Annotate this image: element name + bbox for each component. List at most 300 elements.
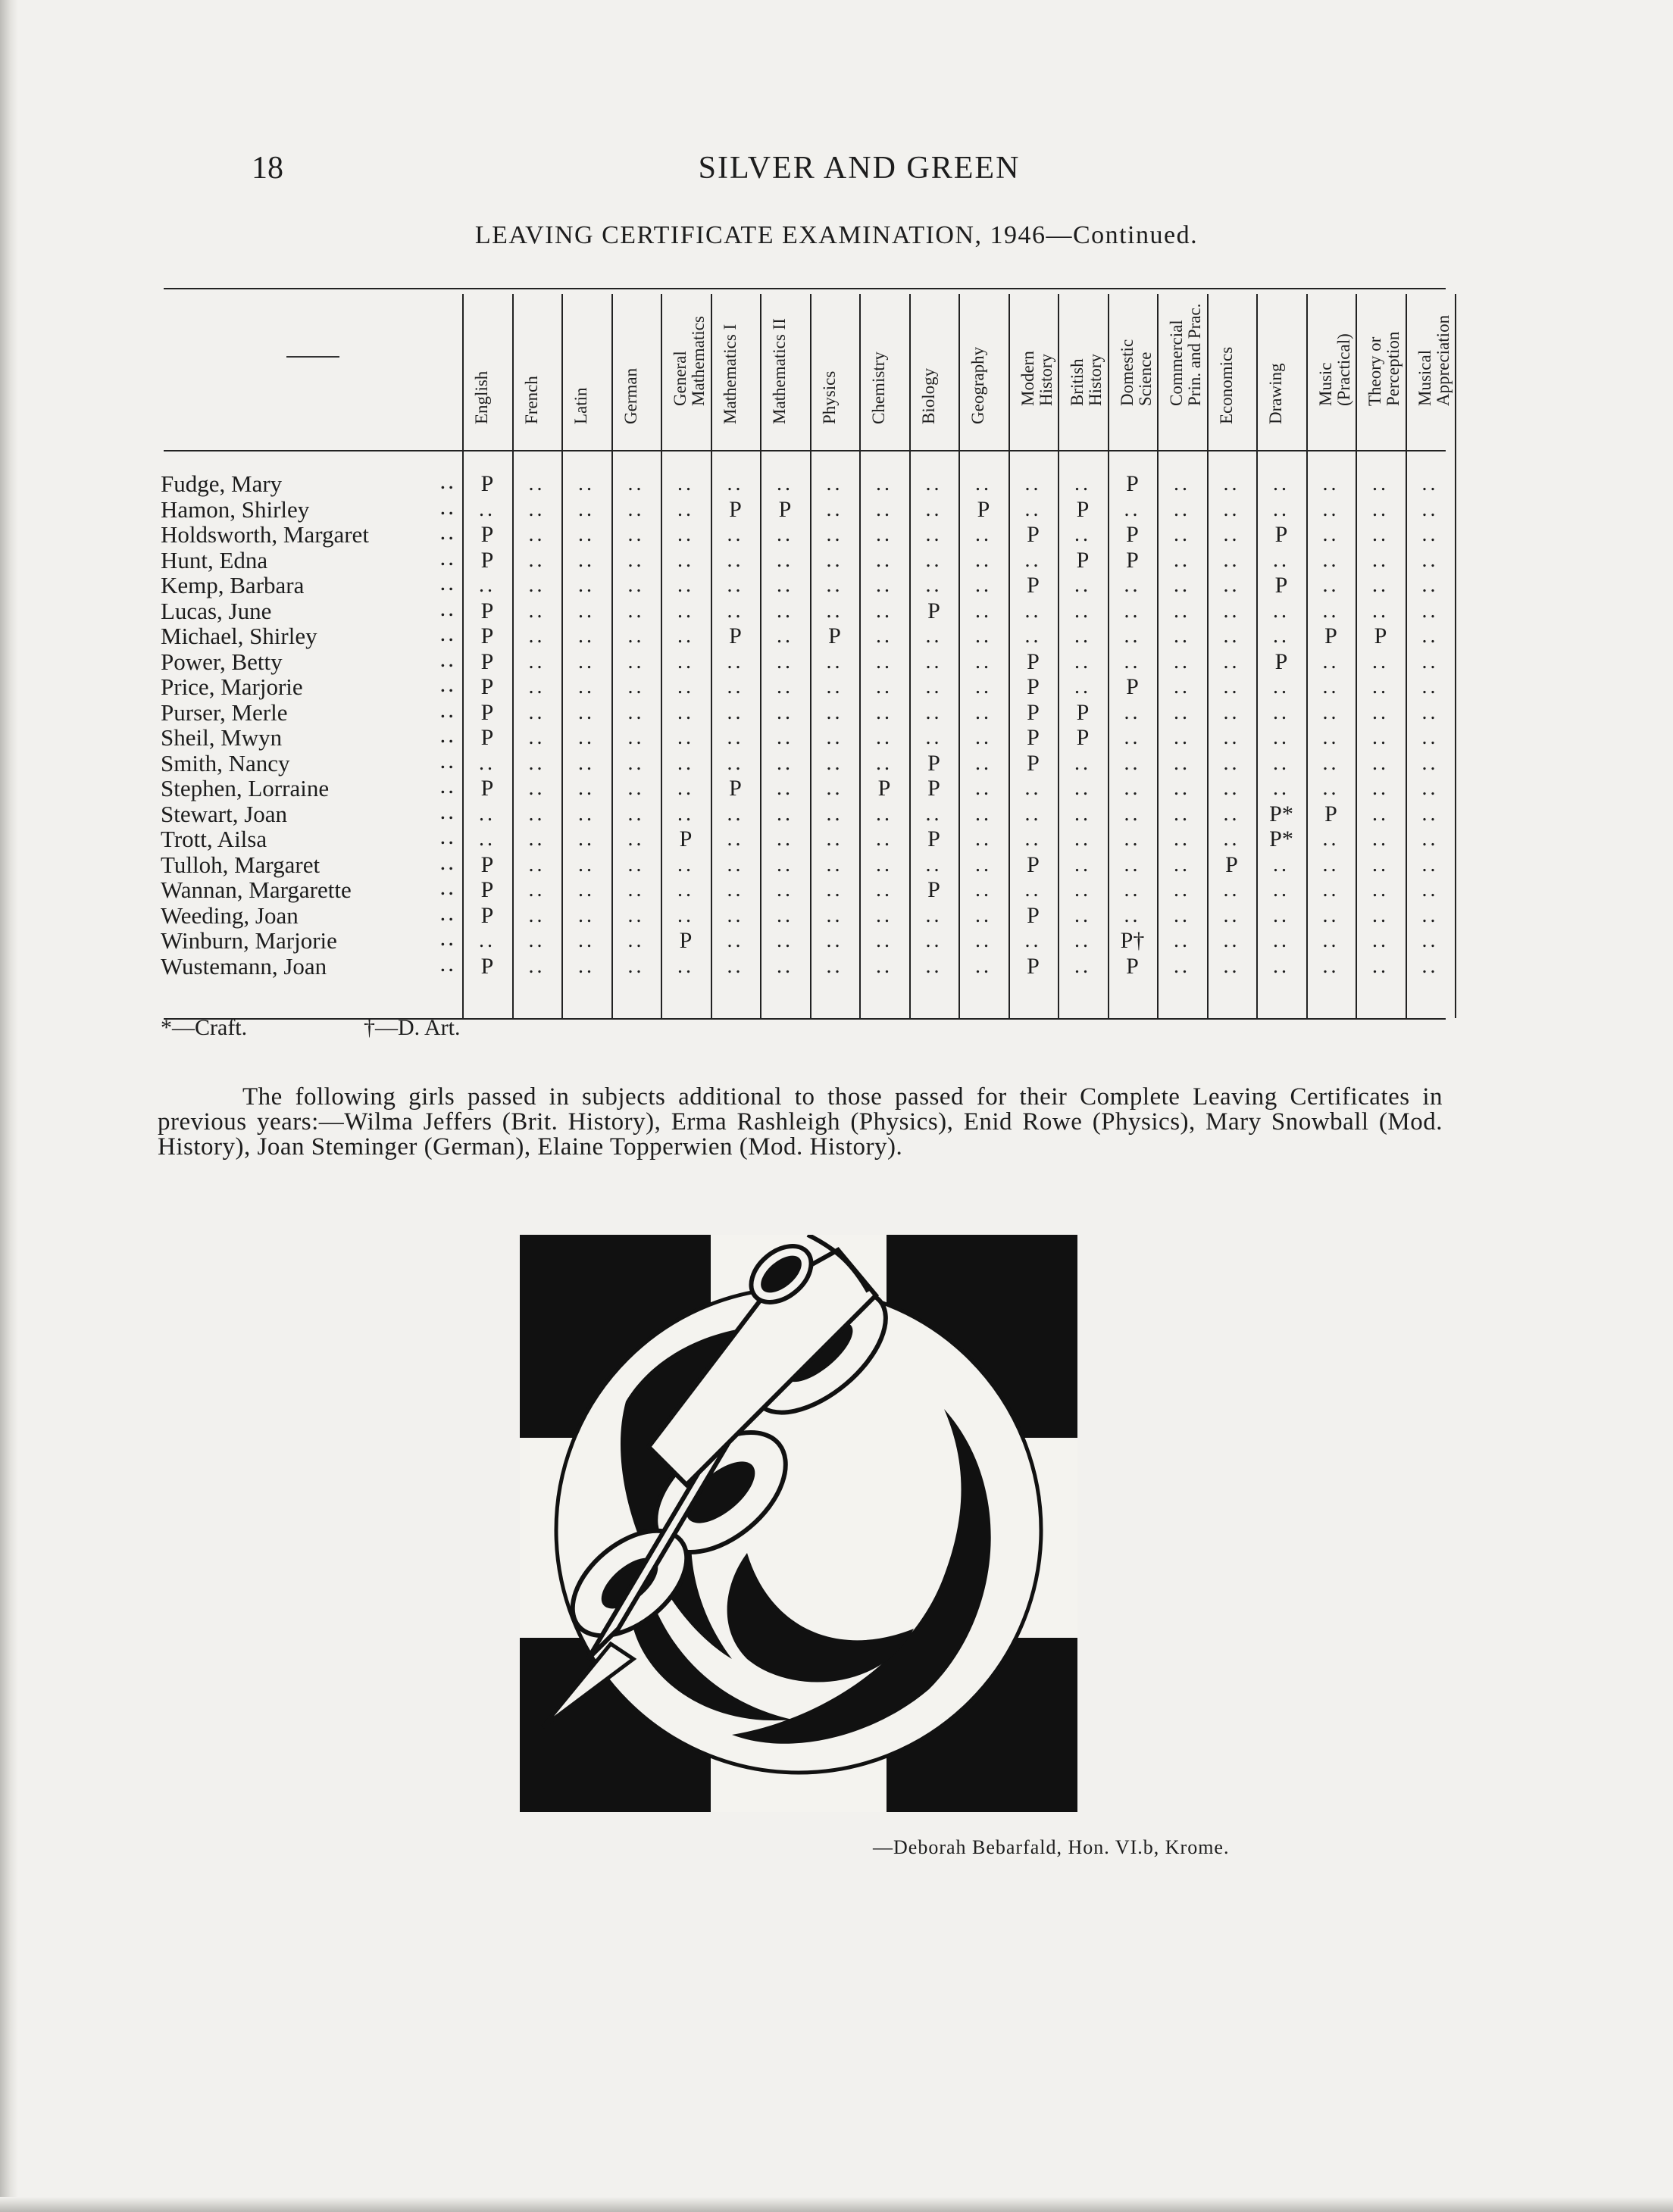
empty-cell: .. xyxy=(677,548,694,572)
pass-mark: P xyxy=(778,496,792,522)
empty-cell: .. xyxy=(777,598,793,623)
pass-mark: P xyxy=(480,725,494,750)
student-name: Kemp, Barbara xyxy=(161,572,305,598)
empty-cell: .. xyxy=(1322,726,1340,749)
empty-cell: .. xyxy=(925,801,943,826)
empty-cell: .. xyxy=(1124,827,1141,851)
student-name: Wannan, Margarette xyxy=(161,876,352,903)
empty-cell: .. xyxy=(528,903,546,927)
empty-cell: .. xyxy=(528,776,546,800)
empty-cell: .. xyxy=(627,751,645,775)
empty-cell: .. xyxy=(578,675,595,698)
empty-cell: .. xyxy=(578,548,595,572)
empty-cell: .. xyxy=(727,523,744,546)
column-divider xyxy=(1058,294,1059,1018)
column-divider xyxy=(859,294,861,1018)
empty-cell: .. xyxy=(627,675,645,698)
empty-cell: .. xyxy=(677,954,694,978)
empty-cell: .. xyxy=(1074,929,1091,952)
empty-cell: .. xyxy=(925,852,943,876)
student-name: Hamon, Shirley xyxy=(161,495,310,523)
empty-cell: .. xyxy=(1273,675,1290,698)
empty-cell: .. xyxy=(1024,497,1042,521)
empty-cell: .. xyxy=(1223,801,1240,826)
pass-mark: P xyxy=(1027,573,1040,598)
empty-cell: .. xyxy=(1024,624,1042,648)
empty-cell: .. xyxy=(876,598,893,623)
pass-mark: P xyxy=(927,750,940,776)
pass-mark: P xyxy=(729,623,742,648)
empty-cell: .. xyxy=(826,929,843,952)
leader-dots: .. xyxy=(439,670,456,697)
pass-mark: P xyxy=(1027,674,1040,699)
column-divider xyxy=(1207,294,1209,1018)
empty-cell: .. xyxy=(1074,878,1091,901)
student-name: Lucas, June xyxy=(161,597,272,624)
empty-cell: .. xyxy=(876,903,893,927)
empty-cell: .. xyxy=(925,472,943,495)
pass-mark: P xyxy=(1225,851,1238,877)
pass-mark: P xyxy=(1076,699,1090,725)
empty-cell: .. xyxy=(1421,751,1439,775)
empty-cell: .. xyxy=(826,472,843,495)
empty-cell: .. xyxy=(727,929,744,952)
empty-cell: .. xyxy=(1124,497,1141,521)
empty-cell: .. xyxy=(876,726,893,749)
pass-mark: P xyxy=(1027,648,1040,674)
empty-cell: .. xyxy=(677,878,694,901)
pass-mark: P xyxy=(1126,674,1139,699)
empty-cell: .. xyxy=(578,827,595,851)
table-row xyxy=(161,823,456,852)
empty-cell: .. xyxy=(578,801,595,826)
table-row xyxy=(161,746,456,776)
empty-cell: .. xyxy=(1421,827,1439,851)
empty-cell: .. xyxy=(677,726,694,749)
table-row xyxy=(161,848,456,878)
empty-cell: .. xyxy=(627,624,645,648)
empty-cell: .. xyxy=(1372,497,1389,521)
empty-cell: .. xyxy=(578,573,595,597)
empty-cell: .. xyxy=(777,751,793,775)
empty-cell: .. xyxy=(727,548,744,572)
empty-cell: .. xyxy=(727,472,744,495)
empty-cell: .. xyxy=(1273,624,1290,648)
empty-cell: .. xyxy=(479,573,496,597)
empty-cell: .. xyxy=(1174,852,1190,876)
empty-cell: .. xyxy=(876,573,893,597)
empty-cell: .. xyxy=(1223,548,1240,572)
empty-cell: .. xyxy=(1124,903,1141,927)
column-header-label: Music (Practical) xyxy=(1315,333,1353,406)
empty-cell: .. xyxy=(1223,598,1240,623)
empty-cell: .. xyxy=(1223,751,1240,775)
empty-cell: .. xyxy=(1421,497,1439,521)
pass-mark: P xyxy=(729,496,742,522)
empty-cell: .. xyxy=(925,649,943,673)
pass-mark: P xyxy=(877,776,891,801)
empty-cell: .. xyxy=(1372,954,1389,978)
empty-cell: .. xyxy=(1223,929,1240,952)
empty-cell: .. xyxy=(627,903,645,927)
empty-cell: .. xyxy=(876,878,893,901)
empty-cell: .. xyxy=(777,929,793,952)
empty-cell: .. xyxy=(1421,878,1439,901)
empty-cell: .. xyxy=(1273,878,1290,901)
leader-dots: .. xyxy=(439,594,456,621)
empty-cell: .. xyxy=(677,472,694,495)
empty-cell: .. xyxy=(975,852,992,876)
empty-cell: .. xyxy=(1174,827,1190,851)
empty-cell: .. xyxy=(975,548,992,572)
empty-cell: .. xyxy=(1322,827,1340,851)
empty-cell: .. xyxy=(1074,573,1091,597)
empty-cell: .. xyxy=(876,751,893,775)
empty-cell: .. xyxy=(925,624,943,648)
empty-cell: .. xyxy=(677,852,694,876)
empty-cell: .. xyxy=(479,751,496,775)
table-row xyxy=(161,772,456,801)
empty-cell: .. xyxy=(1223,878,1240,901)
paragraph-text: The following girls passed in subjects additional to those passed for their Complete Leaving Certificates in previous years:—Wilma Jeffers (Brit. History), Erma Rashleigh (Physics), Enid Rowe (Physics), Mary Snowball (Mod. History), Joan Steminger (German), Elaine Topperwien (Mod. History). xyxy=(158,1083,1443,1161)
empty-cell: .. xyxy=(578,497,595,521)
pass-mark: P xyxy=(480,699,494,725)
empty-cell: .. xyxy=(627,726,645,749)
empty-cell: .. xyxy=(627,573,645,597)
empty-cell: .. xyxy=(1322,852,1340,876)
empty-cell: .. xyxy=(975,903,992,927)
empty-cell: .. xyxy=(925,523,943,546)
empty-cell: .. xyxy=(627,878,645,901)
empty-cell: .. xyxy=(528,497,546,521)
page-number: 18 xyxy=(252,151,283,186)
pass-mark: P xyxy=(1324,801,1337,826)
pass-mark: P xyxy=(480,953,494,979)
empty-cell: .. xyxy=(826,878,843,901)
empty-cell: .. xyxy=(777,776,793,800)
column-divider xyxy=(512,294,514,1018)
empty-cell: .. xyxy=(1223,523,1240,546)
empty-cell: .. xyxy=(1372,598,1389,623)
empty-cell: .. xyxy=(627,523,645,546)
pass-mark: P xyxy=(480,851,494,877)
leader-dots: .. xyxy=(439,492,456,520)
empty-cell: .. xyxy=(1074,827,1091,851)
empty-cell: .. xyxy=(777,878,793,901)
empty-cell: .. xyxy=(1372,548,1389,572)
empty-cell: .. xyxy=(777,726,793,749)
empty-cell: .. xyxy=(528,548,546,572)
empty-cell: .. xyxy=(528,649,546,673)
empty-cell: .. xyxy=(627,776,645,800)
empty-cell: .. xyxy=(826,827,843,851)
empty-cell: .. xyxy=(826,649,843,673)
empty-cell: .. xyxy=(826,523,843,546)
empty-cell: .. xyxy=(578,598,595,623)
student-name: Stewart, Joan xyxy=(161,800,288,827)
empty-cell: .. xyxy=(1223,624,1240,648)
column-divider xyxy=(1008,294,1010,1018)
empty-cell: .. xyxy=(1322,472,1340,495)
empty-cell: .. xyxy=(975,878,992,901)
empty-cell: .. xyxy=(1074,852,1091,876)
empty-cell: .. xyxy=(1174,776,1190,800)
empty-cell: .. xyxy=(975,700,992,724)
empty-cell: .. xyxy=(1273,726,1290,749)
empty-cell: .. xyxy=(1074,801,1091,826)
empty-cell: .. xyxy=(777,903,793,927)
table-row xyxy=(161,492,456,523)
empty-cell: .. xyxy=(1421,573,1439,597)
empty-cell: .. xyxy=(1124,624,1141,648)
column-header-label: Geography xyxy=(968,346,987,424)
pass-mark: P xyxy=(1027,522,1040,547)
empty-cell: .. xyxy=(876,472,893,495)
pass-mark: P xyxy=(927,826,940,851)
empty-cell: .. xyxy=(925,548,943,572)
pass-mark: P xyxy=(927,776,940,801)
empty-cell: .. xyxy=(1372,675,1389,698)
column-divider xyxy=(1157,294,1159,1018)
empty-cell: .. xyxy=(876,548,893,572)
empty-cell: .. xyxy=(1024,801,1042,826)
column-header-label: Commercial Prin. and Prac. xyxy=(1167,303,1204,406)
empty-cell: .. xyxy=(677,776,694,800)
pass-mark: P xyxy=(1126,471,1139,496)
pass-mark: P xyxy=(480,648,494,674)
empty-cell: .. xyxy=(727,852,744,876)
student-name: Sheil, Mwyn xyxy=(161,724,283,751)
empty-cell: .. xyxy=(1124,598,1141,623)
table-row xyxy=(161,543,456,573)
empty-cell: .. xyxy=(1372,472,1389,495)
empty-cell: .. xyxy=(727,649,744,673)
empty-cell: .. xyxy=(528,827,546,851)
empty-cell: .. xyxy=(1174,929,1190,952)
table-row xyxy=(161,873,456,903)
empty-cell: .. xyxy=(479,929,496,952)
leader-dots: .. xyxy=(439,518,456,545)
leader-dots: .. xyxy=(439,620,456,646)
student-name: Winburn, Marjorie xyxy=(161,927,337,954)
empty-cell: .. xyxy=(1273,700,1290,724)
empty-cell: .. xyxy=(578,624,595,648)
empty-cell: .. xyxy=(876,929,893,952)
empty-cell: .. xyxy=(1372,700,1389,724)
empty-cell: .. xyxy=(826,548,843,572)
empty-cell: .. xyxy=(1322,675,1340,698)
footnote-craft: *—Craft. xyxy=(161,1015,248,1040)
empty-cell: .. xyxy=(727,675,744,698)
pass-mark: P xyxy=(1274,522,1288,547)
empty-cell: .. xyxy=(627,801,645,826)
pass-mark: P xyxy=(480,776,494,801)
pass-mark: P† xyxy=(1120,928,1145,953)
table-row xyxy=(161,695,456,726)
empty-cell: .. xyxy=(826,573,843,597)
empty-cell: .. xyxy=(677,801,694,826)
empty-cell: .. xyxy=(1074,954,1091,978)
artwork-credit: —Deborah Bebarfald, Hon. VI.b, Krome. xyxy=(873,1836,1230,1858)
empty-cell: .. xyxy=(1223,472,1240,495)
empty-cell: .. xyxy=(975,827,992,851)
empty-cell: .. xyxy=(1074,472,1091,495)
empty-cell: .. xyxy=(876,497,893,521)
empty-cell: .. xyxy=(1372,523,1389,546)
empty-cell: .. xyxy=(1174,624,1190,648)
column-header-label: Drawing xyxy=(1266,363,1285,424)
empty-cell: .. xyxy=(1322,929,1340,952)
column-divider xyxy=(1356,294,1357,1018)
table-row xyxy=(161,569,456,598)
empty-cell: .. xyxy=(578,878,595,901)
empty-cell: .. xyxy=(578,929,595,952)
empty-cell: .. xyxy=(1174,700,1190,724)
empty-cell: .. xyxy=(1223,497,1240,521)
empty-cell: .. xyxy=(1024,827,1042,851)
empty-cell: .. xyxy=(777,573,793,597)
empty-cell: .. xyxy=(1421,776,1439,800)
pass-mark: P xyxy=(1027,750,1040,776)
empty-cell: .. xyxy=(1322,523,1340,546)
empty-cell: .. xyxy=(975,776,992,800)
pass-mark: P xyxy=(1027,902,1040,928)
empty-cell: .. xyxy=(1322,903,1340,927)
empty-cell: .. xyxy=(1124,700,1141,724)
student-name: Trott, Ailsa xyxy=(161,826,267,852)
leader-dots: .. xyxy=(439,569,456,595)
empty-cell: .. xyxy=(826,801,843,826)
empty-cell: .. xyxy=(1322,598,1340,623)
student-name: Price, Marjorie xyxy=(161,673,303,700)
empty-cell: .. xyxy=(1074,675,1091,698)
column-header-label: Domestic Science xyxy=(1117,339,1155,406)
empty-cell: .. xyxy=(826,675,843,698)
column-header-label: Chemistry xyxy=(869,351,888,424)
empty-cell: .. xyxy=(1372,878,1389,901)
empty-cell: .. xyxy=(1223,726,1240,749)
empty-cell: .. xyxy=(578,472,595,495)
leader-dots: .. xyxy=(439,543,456,570)
column-divider xyxy=(1306,294,1308,1018)
empty-cell: .. xyxy=(1421,929,1439,952)
empty-cell: .. xyxy=(826,954,843,978)
empty-cell: .. xyxy=(1124,649,1141,673)
empty-cell: .. xyxy=(677,649,694,673)
empty-cell: .. xyxy=(1273,776,1290,800)
empty-cell: .. xyxy=(777,852,793,876)
empty-cell: .. xyxy=(1174,801,1190,826)
empty-cell: .. xyxy=(528,726,546,749)
empty-cell: .. xyxy=(627,954,645,978)
empty-cell: .. xyxy=(1273,598,1290,623)
student-name: Wustemann, Joan xyxy=(161,952,327,979)
empty-cell: .. xyxy=(1273,903,1290,927)
leader-dots: .. xyxy=(439,746,456,773)
empty-cell: .. xyxy=(1124,852,1141,876)
empty-cell: .. xyxy=(1372,726,1389,749)
empty-cell: .. xyxy=(925,573,943,597)
column-header-label: Musical Appreciation xyxy=(1415,314,1453,406)
pass-mark: P xyxy=(480,547,494,573)
empty-cell: .. xyxy=(1223,573,1240,597)
empty-cell: .. xyxy=(876,852,893,876)
pass-mark: P xyxy=(480,522,494,547)
pass-mark: P xyxy=(1076,496,1090,522)
empty-cell: .. xyxy=(528,472,546,495)
column-divider xyxy=(1455,294,1456,1018)
empty-cell: .. xyxy=(777,675,793,698)
table-top-rule xyxy=(164,288,1446,289)
empty-cell: .. xyxy=(1223,954,1240,978)
column-header-label: Biology xyxy=(918,367,938,424)
empty-cell: .. xyxy=(1372,903,1389,927)
empty-cell: .. xyxy=(1421,801,1439,826)
empty-cell: .. xyxy=(677,675,694,698)
table-row xyxy=(161,898,456,929)
empty-cell: .. xyxy=(528,675,546,698)
table-header-rule xyxy=(164,450,1446,451)
empty-cell: .. xyxy=(925,675,943,698)
table-row xyxy=(161,620,456,649)
empty-cell: .. xyxy=(1372,852,1389,876)
empty-cell: .. xyxy=(1372,801,1389,826)
empty-cell: .. xyxy=(677,624,694,648)
empty-cell: .. xyxy=(727,903,744,927)
empty-cell: .. xyxy=(677,903,694,927)
empty-cell: .. xyxy=(1273,497,1290,521)
empty-cell: .. xyxy=(578,523,595,546)
column-divider xyxy=(462,294,464,1018)
empty-cell: .. xyxy=(777,801,793,826)
column-divider xyxy=(1108,294,1109,1018)
empty-cell: .. xyxy=(1223,827,1240,851)
empty-cell: .. xyxy=(1223,649,1240,673)
empty-cell: .. xyxy=(1223,700,1240,724)
empty-cell: .. xyxy=(627,497,645,521)
empty-cell: .. xyxy=(578,649,595,673)
empty-cell: .. xyxy=(826,700,843,724)
empty-cell: .. xyxy=(1074,751,1091,775)
empty-cell: .. xyxy=(1174,598,1190,623)
empty-cell: .. xyxy=(677,523,694,546)
empty-cell: .. xyxy=(727,726,744,749)
running-title: SILVER AND GREEN xyxy=(698,151,1021,186)
column-header-label: Mathematics I xyxy=(720,323,740,424)
empty-cell: .. xyxy=(727,751,744,775)
empty-cell: .. xyxy=(1372,573,1389,597)
column-header-label: English xyxy=(472,370,491,424)
empty-cell: .. xyxy=(975,726,992,749)
table-row xyxy=(161,924,456,954)
table-row xyxy=(161,721,456,751)
student-name: Holdsworth, Margaret xyxy=(161,521,369,548)
column-divider xyxy=(909,294,911,1018)
column-divider xyxy=(561,294,563,1018)
empty-cell: .. xyxy=(727,573,744,597)
empty-cell: .. xyxy=(1322,878,1340,901)
empty-cell: .. xyxy=(727,954,744,978)
empty-cell: .. xyxy=(777,548,793,572)
pass-mark: P xyxy=(1274,648,1288,674)
empty-cell: .. xyxy=(1174,649,1190,673)
pass-mark: P* xyxy=(1269,801,1293,826)
column-divider xyxy=(611,294,613,1018)
empty-cell: .. xyxy=(727,598,744,623)
column-header-label: British History xyxy=(1068,354,1105,406)
empty-cell: .. xyxy=(1174,548,1190,572)
column-divider xyxy=(1406,294,1407,1018)
